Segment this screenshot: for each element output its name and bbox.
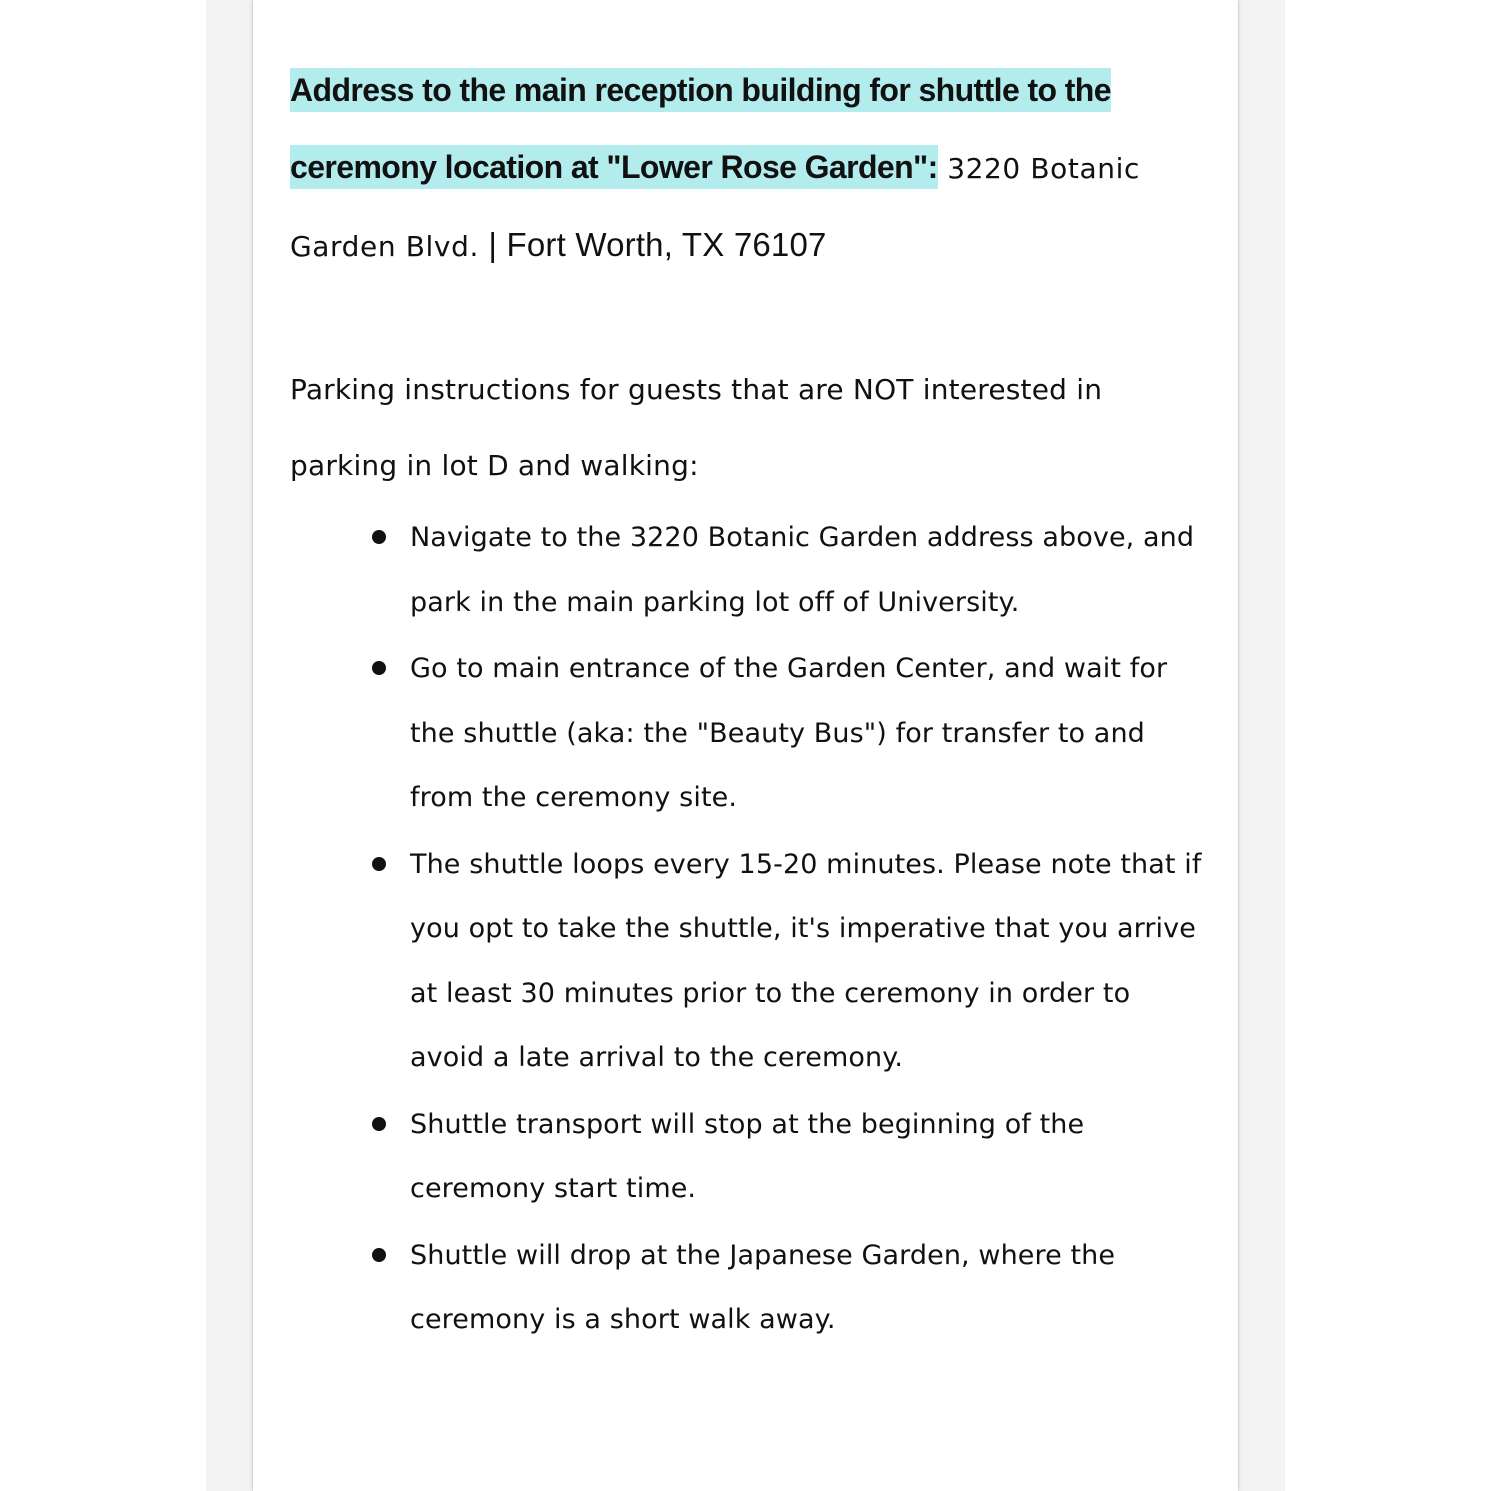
- list-item: [290, 506, 1210, 635]
- bullet-icon: [372, 857, 386, 871]
- parking-instructions-heading: Parking instructions for guests that are NOT interested in parking in lot D and walking:: [290, 373, 1103, 482]
- list-item-text: Go to main entrance of the Garden Center, and wait for the shuttle (aka: the "Beauty Bus") for transfer to and from the ceremony site.: [410, 653, 1168, 813]
- document-page: [253, 0, 1238, 1491]
- list-item-text: Shuttle transport will stop at the beginning of the ceremony start time.: [410, 1108, 1085, 1204]
- list-item: [290, 1224, 1210, 1353]
- address-paragraph: [290, 52, 1210, 285]
- address-street: 3220 Botanic Garden Blvd.: [290, 152, 1140, 263]
- address-city: Fort Worth, TX 76107: [506, 226, 827, 263]
- list-item-text: Navigate to the 3220 Botanic Garden address above, and park in the main parking lot off of University.: [410, 522, 1195, 618]
- list-item: [290, 833, 1210, 1091]
- highlighted-address-label: Address to the main reception building for shuttle to the ceremony location at "Lower Rose Garden":: [290, 68, 1111, 189]
- list-item: [290, 637, 1210, 831]
- bullet-icon: [372, 661, 386, 675]
- bullet-icon: [372, 530, 386, 544]
- list-item-text: Shuttle will drop at the Japanese Garden, where the ceremony is a short walk away.: [410, 1239, 1116, 1335]
- list-item: [290, 1093, 1210, 1222]
- bullet-icon: [372, 1117, 386, 1131]
- bullet-icon: [372, 1248, 386, 1262]
- instructions-list: [290, 506, 1210, 1355]
- list-item-text: The shuttle loops every 15-20 minutes. Please note that if you opt to take the shuttle, it's imperative that you arrive at least 30 minutes prior to the ceremony in order to avoid a late arrival to the ceremony.: [410, 848, 1202, 1073]
- address-separator: |: [478, 226, 507, 263]
